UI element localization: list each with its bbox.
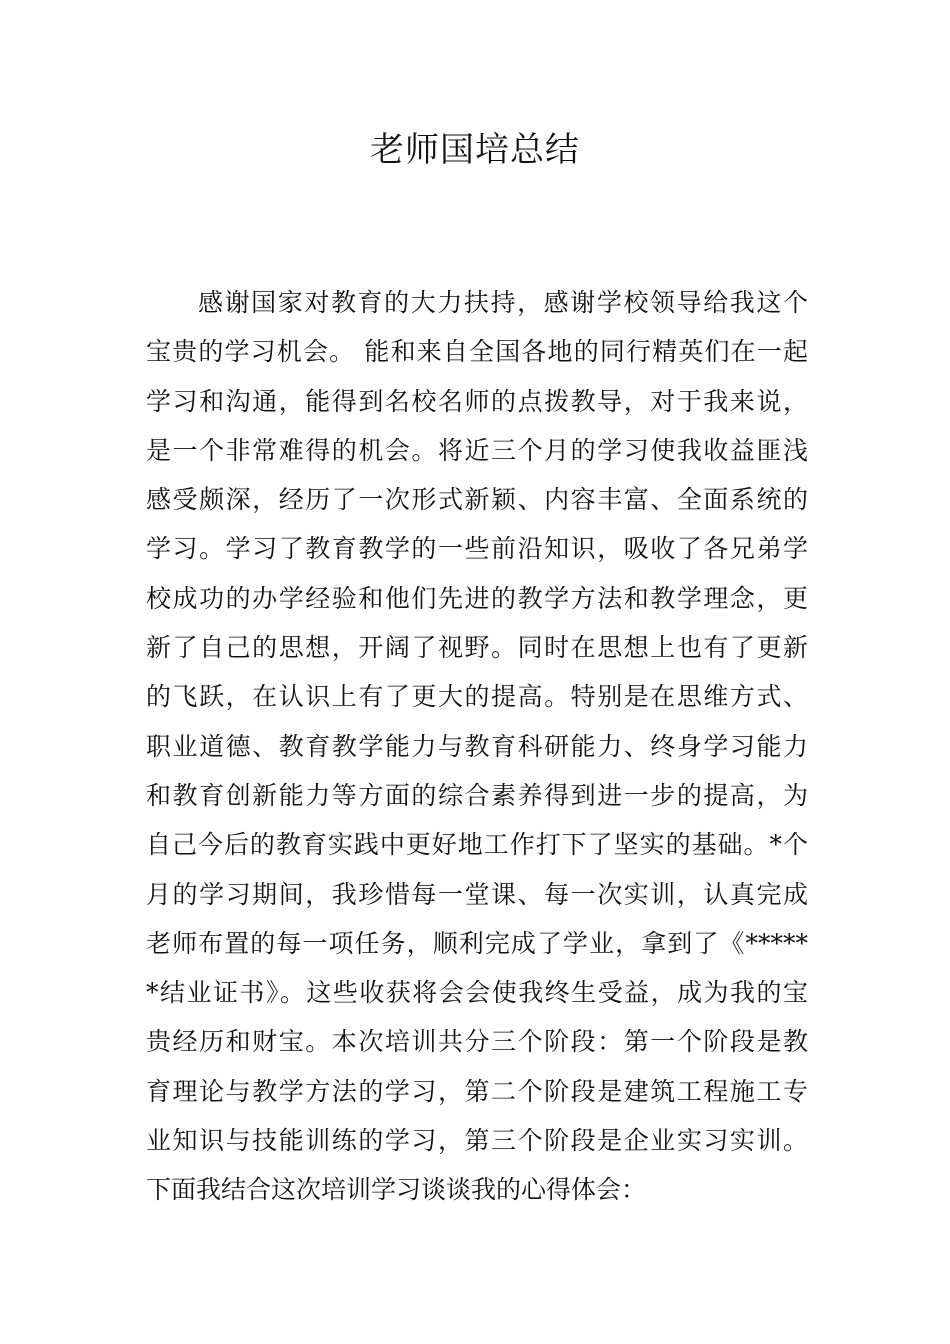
- body-line: 感受颇深，经历了一次形式新颖、内容丰富、全面系统的: [146, 485, 808, 515]
- body-line: 业知识与技能训练的学习，第三个阶段是企业实习实训。: [146, 1126, 808, 1156]
- body-line: 自己今后的教育实践中更好地工作打下了坚实的基础。*个: [146, 830, 808, 860]
- body-line: 的飞跃，在认识上有了更大的提高。特别是在思维方式、: [146, 682, 808, 712]
- document-title: 老师国培总结: [370, 130, 580, 170]
- body-line: 育理论与教学方法的学习，第二个阶段是建筑工程施工专: [146, 1076, 808, 1106]
- document-body: [146, 278, 808, 1215]
- body-line: 是一个非常难得的机会。将近三个月的学习使我收益匪浅: [146, 435, 808, 465]
- body-line: *结业证书》。这些收获将会会使我终生受益，成为我的宝: [146, 978, 808, 1008]
- body-line: 老师布置的每一项任务，顺利完成了学业，拿到了《*****: [146, 928, 808, 958]
- body-line: 校成功的办学经验和他们先进的教学方法和教学理念，更: [146, 583, 808, 613]
- body-line: 学习和沟通，能得到名校名师的点拨教导，对于我来说，: [146, 386, 808, 416]
- body-line: 贵经历和财宝。本次培训共分三个阶段：第一个阶段是教: [146, 1027, 808, 1057]
- body-line: 职业道德、教育教学能力与教育科研能力、终身学习能力: [146, 731, 808, 761]
- body-line: 学习。学习了教育教学的一些前沿知识，吸收了各兄弟学: [146, 534, 808, 564]
- body-line: 月的学习期间，我珍惜每一堂课、每一次实训，认真完成: [146, 879, 808, 909]
- body-line: 新了自己的思想，开阔了视野。同时在思想上也有了更新: [146, 633, 808, 663]
- body-line: 感谢国家对教育的大力扶持，感谢学校领导给我这个: [198, 288, 808, 317]
- body-line: 和教育创新能力等方面的综合素养得到进一步的提高，为: [146, 780, 808, 810]
- body-line: 宝贵的学习机会。 能和来自全国各地的同行精英们在一起: [146, 337, 808, 367]
- body-line: 下面我结合这次培训学习谈谈我的心得体会：: [146, 1175, 647, 1205]
